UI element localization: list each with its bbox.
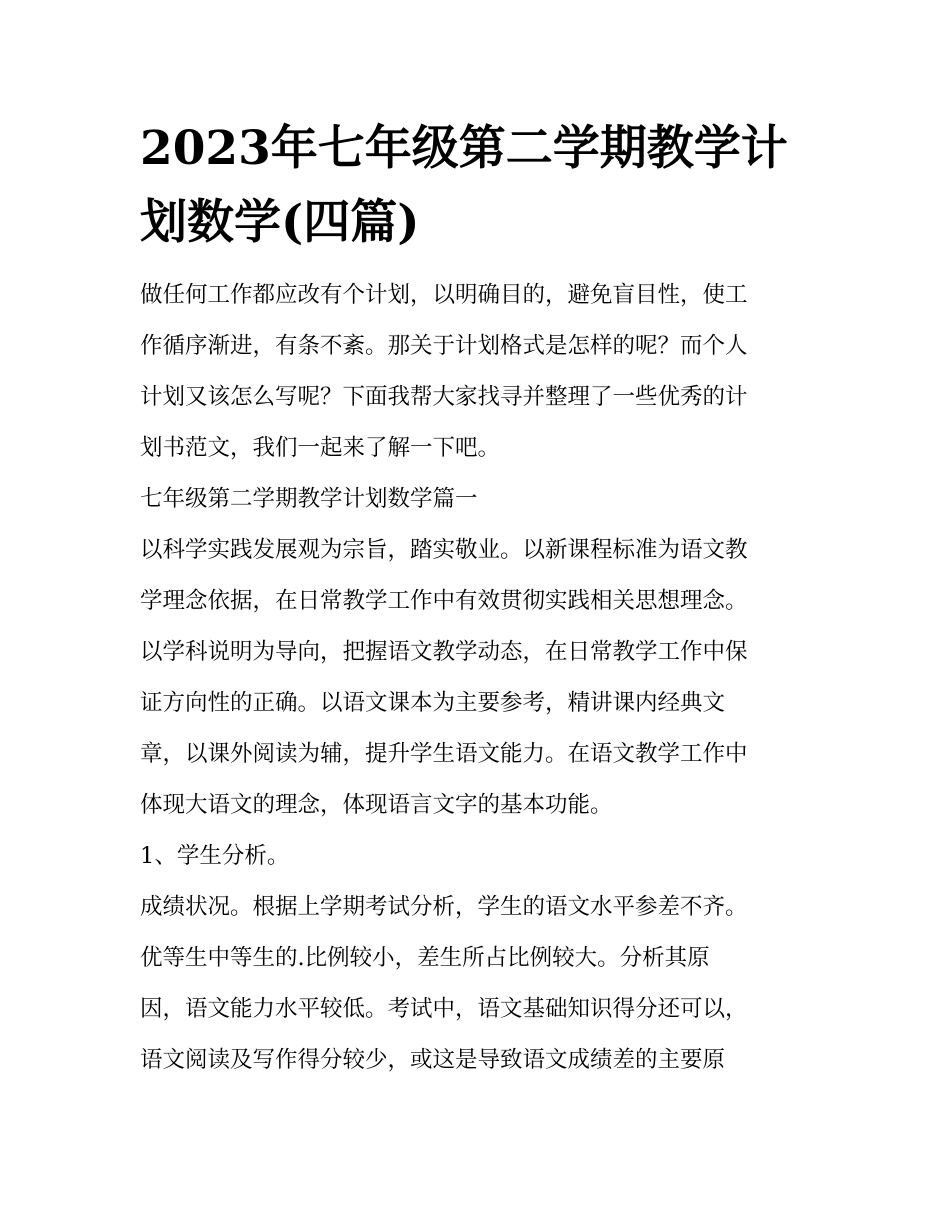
body-line: 章，以课外阅读为辅，提升学生语文能力。在语文教学工作中 xyxy=(140,741,748,767)
body-line: 体现大语文的理念，体现语言文字的基本功能。 xyxy=(140,792,613,818)
body-line: 因，语文能力水平较低。考试中，语文基础知识得分还可以， xyxy=(140,996,748,1022)
body-line: 划书范文，我们一起来了解一下吧。 xyxy=(140,435,501,461)
body-line: 以科学实践发展观为宗旨，踏实敬业。以新课程标准为语文教 xyxy=(140,537,748,563)
body-line: 优等生中等生的.比例较小，差生所占比例较大。分析其原 xyxy=(140,945,710,971)
body-line: 计划又该怎么写呢？下面我帮大家找寻并整理了一些优秀的计 xyxy=(140,384,748,410)
body-line: 做任何工作都应改有个计划，以明确目的，避免盲目性，使工 xyxy=(140,282,748,308)
body-line: 成绩状况。根据上学期考试分析，学生的语文水平参差不齐。 xyxy=(140,894,748,920)
title-line-1: 2023年七年级第二学期教学计 xyxy=(140,121,788,176)
document-title xyxy=(140,112,812,260)
body-line: 学理念依据，在日常教学工作中有效贯彻实践相关思想理念。 xyxy=(140,588,748,614)
title-line-2: 划数学(四篇) xyxy=(140,195,420,250)
body-line: 证方向性的正确。以语文课本为主要参考，精讲课内经典文 xyxy=(140,690,726,716)
body-line: 作循序渐进，有条不紊。那关于计划格式是怎样的呢？而个人 xyxy=(140,333,748,359)
document-content xyxy=(140,112,812,1086)
body-line: 以学科说明为导向，把握语文教学动态，在日常教学工作中保 xyxy=(140,639,748,665)
document-body xyxy=(140,270,812,1086)
list-heading: 1、学生分析。 xyxy=(140,843,290,869)
section-heading: 七年级第二学期教学计划数学篇一 xyxy=(140,486,478,512)
body-line: 语文阅读及写作得分较少，或这是导致语文成绩差的主要原 xyxy=(140,1047,726,1073)
